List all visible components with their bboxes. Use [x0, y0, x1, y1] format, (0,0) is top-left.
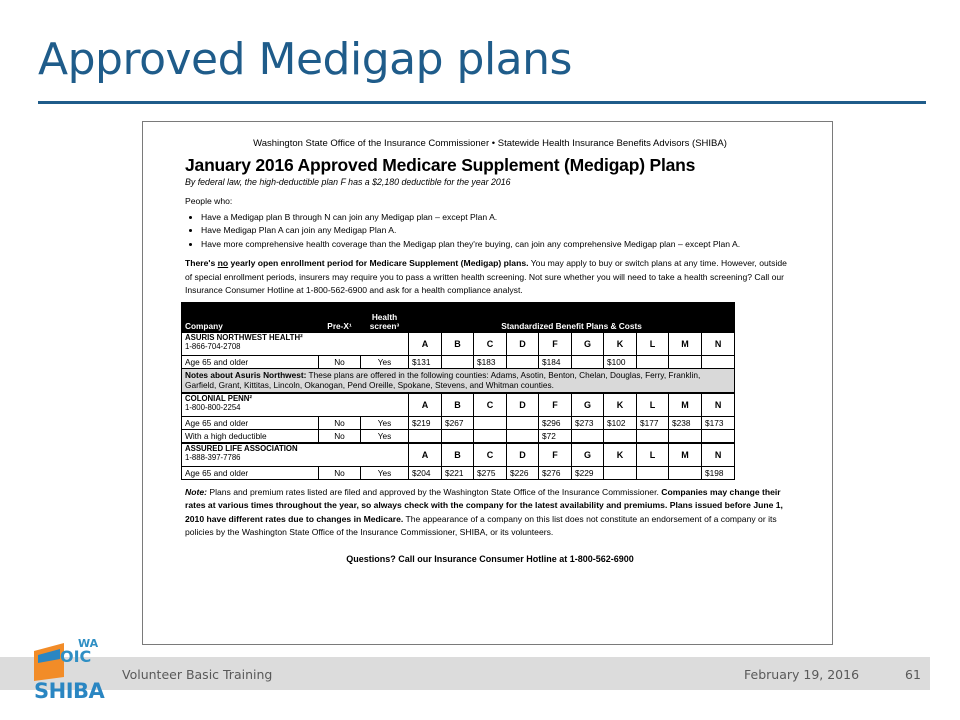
- plan-cost: $238: [669, 416, 702, 429]
- health-screen-value: Yes: [361, 466, 409, 479]
- plan-cost: [669, 355, 702, 368]
- plan-cost: [702, 429, 735, 443]
- enroll-bold-post: yearly open enrollment period for Medicare Supplement (Medigap) plans.: [228, 258, 529, 268]
- plan-cost: $198: [702, 466, 735, 479]
- plan-letter: L: [637, 443, 669, 467]
- plan-cost: $72: [539, 429, 572, 443]
- plan-cost: $267: [442, 416, 474, 429]
- plan-cost: [442, 429, 474, 443]
- plan-cost: [409, 429, 442, 443]
- company-notes-row: [182, 368, 735, 393]
- plan-letter: B: [442, 393, 474, 417]
- footer-date: February 19, 2016: [744, 667, 860, 682]
- company-header-row: [182, 393, 735, 417]
- footer-page-number: 61: [905, 667, 921, 682]
- plan-cost: [572, 429, 604, 443]
- plan-letter: C: [474, 443, 507, 467]
- plan-cost: $226: [507, 466, 539, 479]
- row-label: Age 65 and older: [182, 355, 319, 368]
- plan-cost: $102: [604, 416, 637, 429]
- prex-value: No: [319, 466, 361, 479]
- enrollment-paragraph: [185, 257, 795, 298]
- plan-cost: [669, 429, 702, 443]
- eligibility-rules: [185, 211, 795, 252]
- company-phone: 1-866-704-2708: [185, 341, 241, 351]
- people-intro: People who:: [185, 196, 233, 206]
- note-tail: The appearance of a company on this list does not constitute an endorsement of a company or its policies by the Washington State Office of the Insurance Commissioner, SHIBA, or its volunteers.: [185, 513, 777, 537]
- plan-letter: G: [572, 443, 604, 467]
- rule-item: • Have Medigap Plan A can join any Medigap Plan A.: [201, 224, 795, 238]
- plan-cost: $219: [409, 416, 442, 429]
- plan-cost: $184: [539, 355, 572, 368]
- doc-agency: Washington State Office of the Insurance Commissioner • Statewide Health Insurance Benefits Advisors (SHIBA): [253, 138, 727, 149]
- plan-cost: $204: [409, 466, 442, 479]
- plan-cost: $275: [474, 466, 507, 479]
- company-name-text: ASSURED LIFE ASSOCIATION: [185, 443, 298, 453]
- plan-letter: F: [539, 393, 572, 417]
- plan-letter: L: [637, 332, 669, 356]
- plan-cost: [637, 466, 669, 479]
- plan-letter: D: [507, 393, 539, 417]
- note-bold: Companies may change their rates at various times throughout the year, so always check with the company for the latest availability and premiums. Plans issued before June 1, 2010 have different rates due to changes in Medicare.: [185, 486, 783, 524]
- plan-cost: $100: [604, 355, 637, 368]
- plan-cost: [604, 466, 637, 479]
- header-health-screen: Health screen³: [361, 302, 409, 332]
- company-header-row: [182, 443, 735, 467]
- plan-letter: A: [409, 332, 442, 356]
- company-name-text: ASURIS NORTHWEST HEALTH²: [185, 332, 303, 342]
- plan-cost: $183: [474, 355, 507, 368]
- plan-cost: $131: [409, 355, 442, 368]
- company-notes: [182, 368, 735, 393]
- doc-subtitle: By federal law, the high-deductible plan F has a $2,180 deductible for the year 2016: [185, 177, 511, 187]
- logo-shiba: SHIBA: [34, 679, 105, 703]
- plan-cost: [702, 355, 735, 368]
- plan-cost: [637, 429, 669, 443]
- title-underline: [38, 101, 926, 104]
- medigap-plans-table: [181, 302, 735, 480]
- plan-letter: M: [669, 443, 702, 467]
- plan-letter: M: [669, 393, 702, 417]
- plan-cost: [572, 355, 604, 368]
- plan-letter: K: [604, 443, 637, 467]
- note-paragraph: [185, 486, 795, 540]
- enroll-bold-pre: There's: [185, 258, 218, 268]
- prex-value: No: [319, 429, 361, 443]
- plan-cost: $229: [572, 466, 604, 479]
- health-screen-value: Yes: [361, 429, 409, 443]
- document-image: [142, 121, 833, 645]
- plan-cost: [604, 429, 637, 443]
- header-plans: Standardized Benefit Plans & Costs: [409, 302, 735, 332]
- plan-cost: [507, 355, 539, 368]
- note-label: Note:: [185, 486, 207, 497]
- document-content: [185, 138, 795, 564]
- company-name: [182, 393, 409, 417]
- plan-cost: $177: [637, 416, 669, 429]
- footer-title: Volunteer Basic Training: [122, 667, 273, 682]
- prex-value: No: [319, 416, 361, 429]
- note-text: Plans and premium rates listed are filed and approved by the Washington State Office of the Insurance Commissioner.: [206, 486, 662, 497]
- rule-item: • Have a Medigap plan B through N can join any Medigap plan – except Plan A.: [201, 211, 795, 225]
- prex-value: No: [319, 355, 361, 368]
- plan-letter: N: [702, 443, 735, 467]
- plan-cost: [507, 416, 539, 429]
- plan-cost: $276: [539, 466, 572, 479]
- plan-cost: $296: [539, 416, 572, 429]
- health-screen-value: Yes: [361, 416, 409, 429]
- plan-letter: A: [409, 443, 442, 467]
- rule-item: • Have more comprehensive health coverage than the Medigap plan they're buying, can join any comprehensive Medigap plan – except Plan A.: [201, 238, 795, 252]
- plan-cost: $221: [442, 466, 474, 479]
- company-name: [182, 443, 409, 467]
- header-prex: Pre-X¹: [319, 302, 361, 332]
- plan-letter: G: [572, 332, 604, 356]
- plan-letter: B: [442, 332, 474, 356]
- company-header-row: [182, 332, 735, 356]
- plan-cost: [669, 466, 702, 479]
- plan-letter: F: [539, 332, 572, 356]
- plan-letter: D: [507, 443, 539, 467]
- enroll-bold-no: no: [217, 258, 229, 268]
- company-name-text: COLONIAL PENN²: [185, 393, 252, 403]
- shiba-logo: [30, 637, 105, 711]
- company-phone: 1-888-397-7786: [185, 452, 241, 462]
- plan-cost: $173: [702, 416, 735, 429]
- row-label: Age 65 and older: [182, 416, 319, 429]
- plan-letter: B: [442, 443, 474, 467]
- table-row: [182, 429, 735, 443]
- table-row: [182, 355, 735, 368]
- plan-letter: F: [539, 443, 572, 467]
- plan-letter: G: [572, 393, 604, 417]
- plan-cost: [507, 429, 539, 443]
- questions-line: Questions? Call our Insurance Consumer Hotline at 1-800-562-6900: [346, 553, 634, 564]
- doc-title: January 2016 Approved Medicare Supplement (Medigap) Plans: [185, 155, 696, 175]
- plan-letter: A: [409, 393, 442, 417]
- enroll-text: You may apply to buy or switch plans at any time. However, outside of special enrollment periods, insurers may require you to pass a written health screening. Not sure whether you will need to take a health screening? Call our Insurance Consumer Hotline at 1-800-562-6900 and ask for a health compliance analyst.: [185, 258, 787, 295]
- slide-title: Approved Medigap plans: [38, 34, 572, 85]
- plan-letter: M: [669, 332, 702, 356]
- table-row: [182, 416, 735, 429]
- table-row: [182, 466, 735, 479]
- plan-letter: K: [604, 393, 637, 417]
- notes-text: These plans are offered in the following counties: Adams, Asotin, Benton, Chelan, Douglas, Ferry, Franklin, Garfield, Grant, Kittitas, Lincoln, Okanogan, Pend Oreille, Spokane, Stevens, and Whitman counties.: [185, 369, 701, 390]
- plan-letter: D: [507, 332, 539, 356]
- header-company: Company: [182, 302, 319, 332]
- plan-cost: [474, 416, 507, 429]
- logo-oic: OIC: [60, 647, 92, 666]
- table-header-row: [182, 302, 735, 332]
- plan-letter: L: [637, 393, 669, 417]
- plan-letter: N: [702, 332, 735, 356]
- row-label: Age 65 and older: [182, 466, 319, 479]
- logo-wa: WA: [78, 637, 99, 650]
- plan-letter: K: [604, 332, 637, 356]
- notes-label: Notes about Asuris Northwest:: [185, 369, 307, 380]
- plan-cost: [442, 355, 474, 368]
- health-screen-value: Yes: [361, 355, 409, 368]
- plan-letter: C: [474, 332, 507, 356]
- plan-cost: [474, 429, 507, 443]
- company-phone: 1-800-800-2254: [185, 402, 241, 412]
- plan-letter: C: [474, 393, 507, 417]
- company-name: [182, 332, 409, 356]
- table-body: [182, 332, 735, 480]
- plan-cost: [637, 355, 669, 368]
- row-label: With a high deductible: [182, 429, 319, 443]
- plan-cost: $273: [572, 416, 604, 429]
- plan-letter: N: [702, 393, 735, 417]
